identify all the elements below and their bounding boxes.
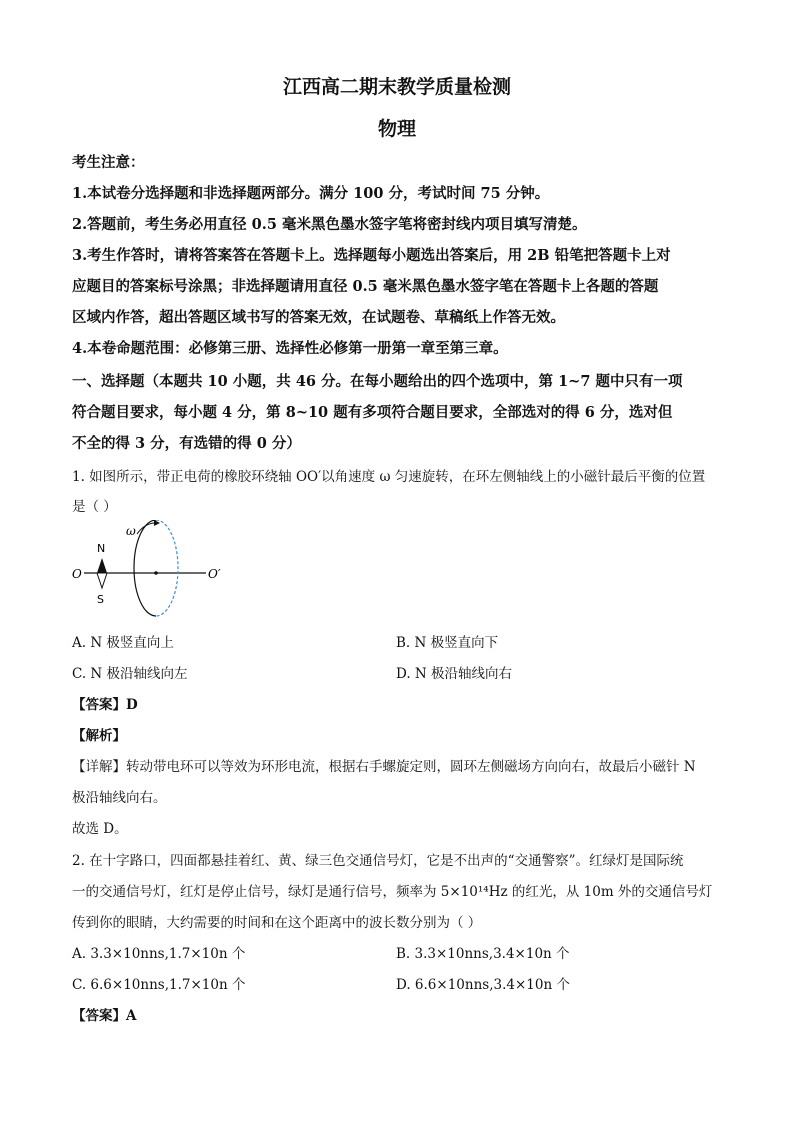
omega-label: ω: [126, 524, 136, 538]
q2-answer: 【答案】A: [72, 1008, 137, 1024]
north-label: N: [97, 542, 106, 555]
q2-stem-line-2: 一的交通信号灯，红灯是停止信号，绿灯是通行信号，频率为 5×10¹⁴Hz 的红光，从 10m 外的交通信号灯: [72, 884, 713, 900]
axis-label-o-prime: O′: [208, 567, 221, 581]
note-item-1: 1.本试卷分选择题和非选择题两部分。满分 100 分，考试时间 75 分钟。: [72, 185, 550, 202]
q1-detail-line-1: 【详解】转动带电环可以等效为环形电流，根据右手螺旋定则，圆环左侧磁场方向向右，故最后小磁针 N: [72, 759, 696, 775]
q1-detail-line-2: 极沿轴线向右。: [72, 790, 167, 806]
exam-title: 江西高二期末教学质量检测: [282, 76, 511, 98]
q1-stem-line-2: 是（ ）: [72, 499, 117, 515]
notes-heading: 考生注意：: [72, 154, 145, 171]
q1-stem-line-1: 1. 如图所示，带正电荷的橡胶环绕轴 OO′以角速度 ω 匀速旋转，在环左侧轴线上的小磁针最后平衡的位置: [72, 469, 706, 485]
subject-title: 物理: [377, 118, 416, 140]
ring-compass-figure: [66, 520, 246, 620]
q1-option-c: C. N 极沿轴线向左: [72, 666, 188, 682]
axis-label-o: O: [72, 567, 82, 581]
q2-option-d: D. 6.6×10nns,3.4×10n 个: [396, 977, 570, 993]
compass-south-half: [97, 573, 107, 588]
q1-option-d: D. N 极沿轴线向右: [396, 666, 513, 682]
note-item-2: 2.答题前，考生务必用直径 0.5 毫米黑色墨水签字笔将密封线内项目填写清楚。: [72, 216, 587, 233]
note-item-3-cont-1: 应题目的答案标号涂黑；非选择题请用直径 0.5 毫米黑色墨水签字笔在答题卡上各题的答题: [72, 278, 659, 295]
q1-option-b: B. N 极竖直向下: [396, 635, 499, 651]
note-item-4: 4.本卷命题范围：必修第三册、选择性必修第一册第一章至第三章。: [72, 340, 508, 357]
q1-option-a: A. N 极竖直向上: [72, 635, 174, 651]
compass-north-half: [97, 558, 107, 573]
section-heading-line-1: 一、选择题（本题共 10 小题，共 46 分。在每小题给出的四个选项中，第 1~7 题中只有一项: [72, 373, 683, 390]
ring-back-half: [156, 520, 178, 616]
q1-analysis-label: 【解析】: [72, 728, 126, 744]
q1-conclusion: 故选 D。: [72, 821, 128, 837]
note-item-3-cont-2: 区域内作答，超出答题区域书写的答案无效，在试题卷、草稿纸上作答无效。: [72, 309, 565, 326]
section-heading-line-2: 符合题目要求，每小题 4 分，第 8~10 题有多项符合题目要求，全部选对的得 6 分，选对但: [72, 404, 673, 421]
q2-stem-line-3: 传到你的眼睛，大约需要的时间和在这个距离中的波长数分别为（ ）: [72, 915, 482, 931]
q2-option-a: A. 3.3×10nns,1.7×10n 个: [72, 946, 246, 962]
ring-center-dot: [154, 571, 158, 575]
section-heading-line-3: 不全的得 3 分，有选错的得 0 分）: [72, 435, 301, 452]
q2-stem-line-1: 2. 在十字路口，四面都悬挂着红、黄、绿三色交通信号灯，它是不出声的“交通警察”。红绿灯是国际统: [72, 853, 684, 869]
south-label: S: [97, 593, 104, 606]
q1-answer: 【答案】D: [72, 697, 138, 713]
ring-front-half: [134, 520, 156, 616]
q2-option-c: C. 6.6×10nns,1.7×10n 个: [72, 977, 246, 993]
rotation-arrowhead: [154, 520, 160, 526]
q2-option-b: B. 3.3×10nns,3.4×10n 个: [396, 946, 570, 962]
note-item-3: 3.考生作答时，请将答案答在答题卡上。选择题每小题选出答案后，用 2B 铅笔把答题卡上对: [72, 247, 671, 264]
rotation-arrow: [137, 523, 154, 534]
